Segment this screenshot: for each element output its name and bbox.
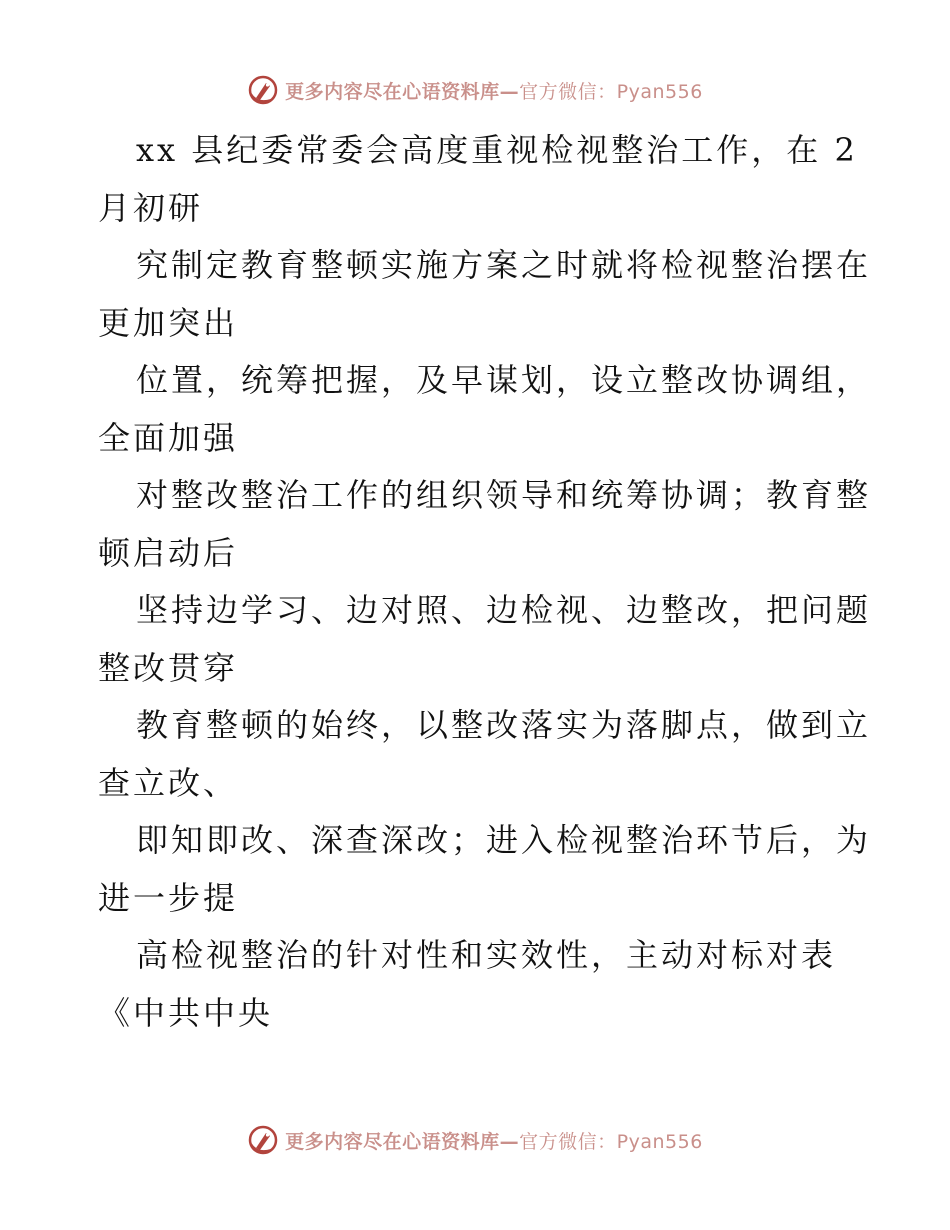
- pen-nib-circle-icon: [247, 74, 279, 106]
- document-body: [98, 122, 872, 1042]
- text-line: xx 县纪委常委会高度重视检视整治工作，在 2: [136, 131, 858, 169]
- footer-watermark-banner: [0, 1120, 950, 1160]
- text-line: 究制定教育整顿实施方案之时就将检视整治摆在: [136, 246, 872, 284]
- text-line: 全面加强: [98, 418, 239, 457]
- text-line: 坚持边学习、边对照、边检视、边整改，把问题: [136, 591, 872, 629]
- text-line: 整改贯穿: [98, 648, 239, 687]
- text-line: 对整改整治工作的组织领导和统筹协调；教育整: [136, 476, 872, 514]
- text-line: 即知即改、深查深改；进入检视整治环节后，为: [136, 821, 872, 859]
- text-line: 月初研: [98, 188, 204, 227]
- header-watermark-banner: [0, 70, 950, 110]
- watermark-wechat-text: 官方微信：Pyan556: [519, 1130, 703, 1153]
- watermark-text: [285, 1127, 703, 1154]
- watermark-site-text: 更多内容尽在心语资料库—: [285, 1130, 520, 1153]
- text-line: 进一步提: [98, 878, 239, 917]
- text-line: 教育整顿的始终，以整改落实为落脚点，做到立: [136, 706, 872, 744]
- text-line: 位置，统筹把握，及早谋划，设立整改协调组，: [136, 361, 872, 399]
- text-line: 顿启动后: [98, 533, 239, 572]
- text-line: 更加突出: [98, 303, 239, 342]
- pen-nib-circle-icon: [247, 1124, 279, 1156]
- text-line: 高检视整治的针对性和实效性，主动对标对表: [136, 936, 837, 974]
- watermark-wechat-text: 官方微信：Pyan556: [519, 80, 703, 103]
- watermark-text: [285, 77, 703, 104]
- text-line: 《中共中央: [98, 993, 274, 1032]
- watermark-site-text: 更多内容尽在心语资料库—: [285, 80, 520, 103]
- text-line: 查立改、: [98, 763, 239, 802]
